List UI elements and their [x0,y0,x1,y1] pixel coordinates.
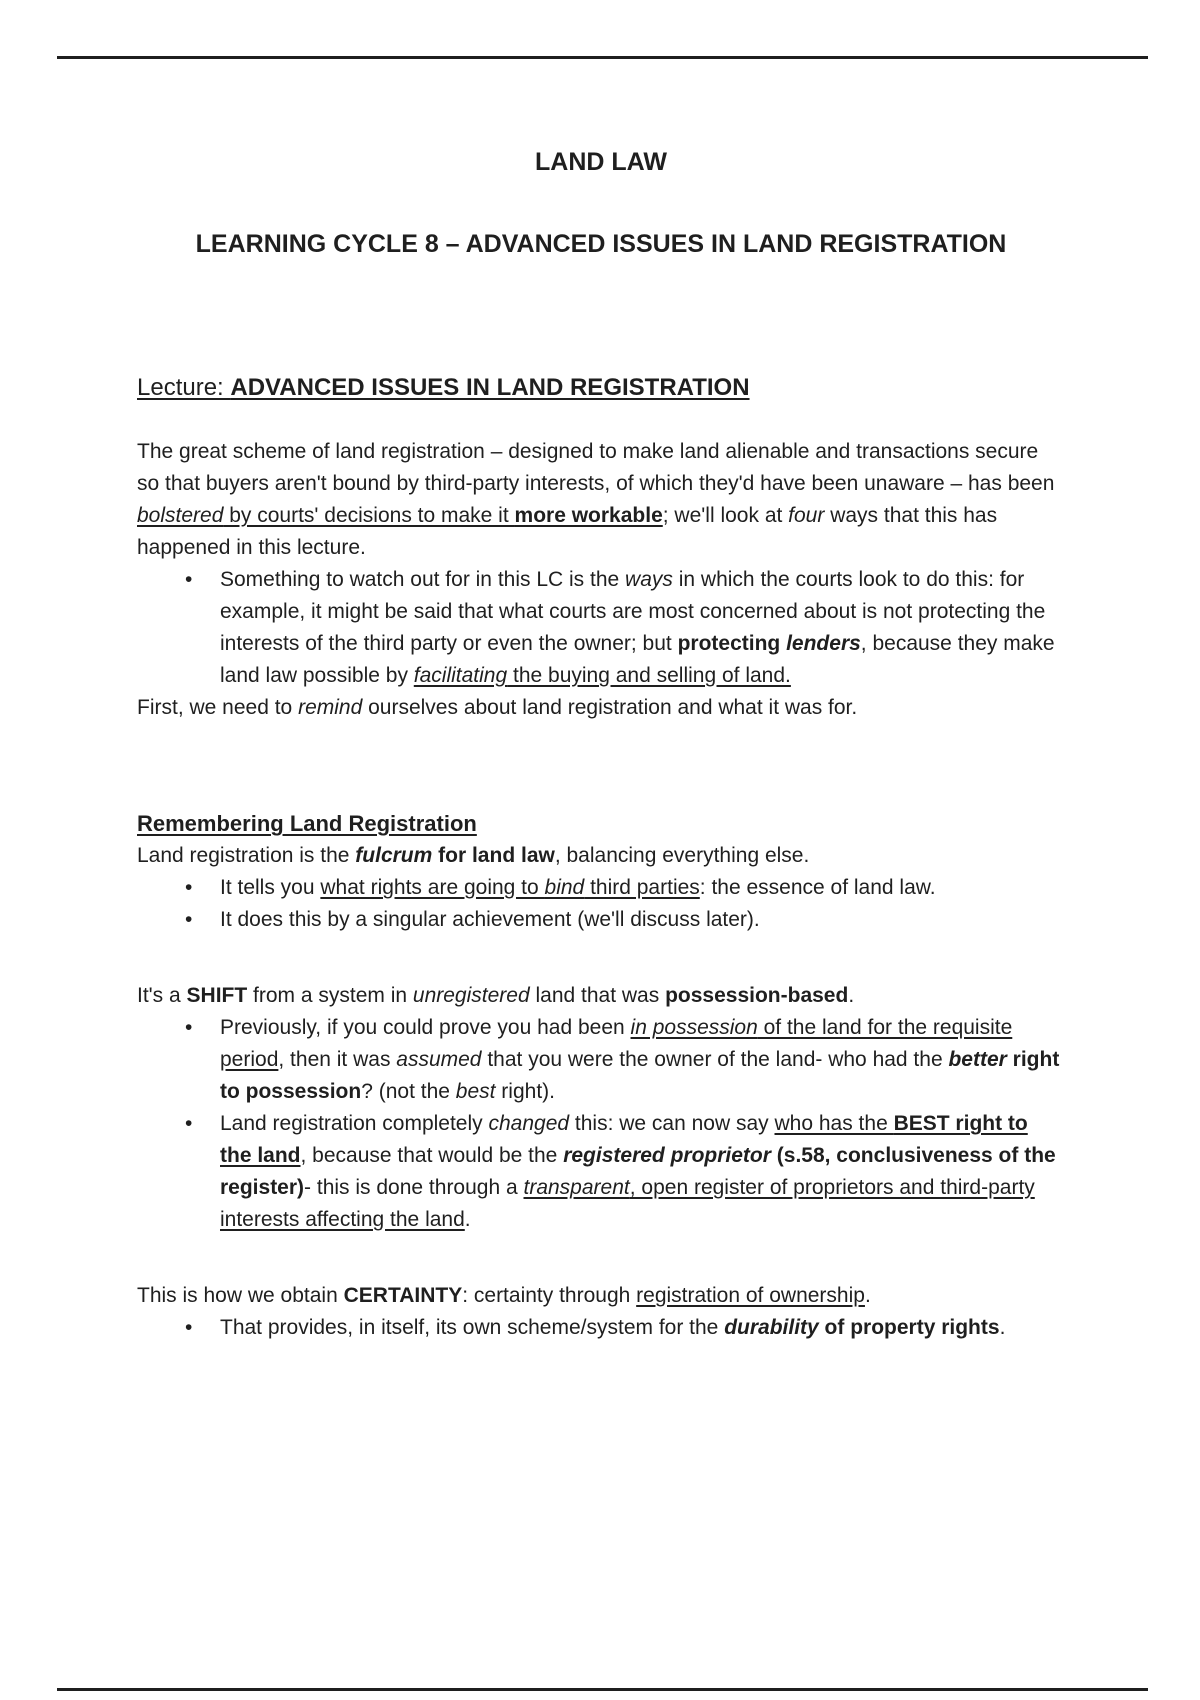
text-run: Land registration completely [220,1112,489,1135]
text-run: right to possession [220,1048,1060,1103]
text-run: changed [488,1112,570,1135]
bullet-item [137,904,1065,936]
paragraph [137,1280,1065,1312]
text-run: what rights are going to [320,876,545,899]
text-run: fulcrum [355,844,433,867]
bullet-text [220,1112,1056,1231]
text-run: Previously, if you could prove you had been [220,1016,631,1039]
bullet-text [220,568,1055,687]
text-run: ourselves about land registration and what it was for. [362,696,858,719]
text-run: ways that this has happened in this lecture. [137,504,998,559]
text-run: . [464,1208,471,1231]
text-run: this: we can now say [569,1112,775,1135]
bullet-text [220,908,760,931]
text-run: That provides, in itself, its own scheme/system for the [220,1316,725,1339]
bullet-marker: • [185,1112,193,1135]
paragraph [137,436,1065,564]
paragraph [137,840,1065,872]
text-run: third parties [584,876,700,899]
text-run: land that was [529,984,666,1007]
paragraph [137,980,1065,1012]
section-heading [137,808,1065,840]
text-run: It does this by a singular achievement (we'll discuss later). [220,908,760,931]
text-run: from a system in [247,984,413,1007]
text-run: : certainty through [462,1284,637,1307]
text-run: transparent [523,1176,630,1199]
text-run: SHIFT [186,984,248,1007]
text-run: assumed [396,1048,482,1071]
text-run: in which the courts look to do this: for example, it might be said that what courts are most concerned about is not protecting the interests of the third party or even the owner; but [220,568,1046,655]
text-run: CERTAINTY [343,1284,463,1307]
bullet-text [220,1316,1005,1339]
text-run: LEARNING CYCLE 8 – ADVANCED ISSUES IN LAND REGISTRATION [195,230,1007,258]
text-run: ways [625,568,673,591]
text-run: BEST right to the land [220,1112,1028,1167]
lecture-heading [137,372,1065,404]
text-run: , because that would be the [300,1144,564,1167]
text-run: registration of ownership [636,1284,865,1307]
bullet-marker: • [185,568,193,591]
text-run: . [864,1284,871,1307]
text-run: four [788,504,825,527]
text-run: right). [495,1080,555,1103]
text-run: , then it was [278,1048,397,1071]
text-run: LAND LAW [535,148,667,176]
text-run: , because they make land law possible by [220,632,1055,687]
text-run: It tells you [220,876,321,899]
text-run: . [848,984,855,1007]
text-run: facilitating [413,664,508,687]
text-run: remind [298,696,363,719]
text-run: best [455,1080,496,1103]
text-run: possession-based [665,984,849,1007]
paragraph [137,692,1065,724]
bullet-item [137,872,1065,904]
bullet-marker: • [185,876,193,899]
text-run: of property rights [818,1316,1000,1339]
text-run: durability [724,1316,819,1339]
text-run: bind [544,876,585,899]
bullet-item [137,1012,1065,1108]
text-run: First, we need to [137,696,299,719]
bullet-marker: • [185,1016,193,1039]
text-run: . [999,1316,1006,1339]
bullet-text [220,1016,1059,1103]
text-run: The great scheme of land registration – designed to make land alienable and transactions secure so that buyers aren't bound by third-party interests, of which they'd have been unaware – has been [137,440,1055,495]
bullet-marker: • [185,1316,193,1339]
text-run: bolstered [137,504,224,527]
text-run: : the essence of land law. [699,876,936,899]
text-run: unregistered [412,984,530,1007]
text-run: registered proprietor [563,1144,771,1167]
bullet-text [220,876,936,899]
text-run: of the land for the requisite period [220,1016,1013,1071]
document-content [137,0,1065,1344]
text-run: ADVANCED ISSUES IN LAND REGISTRATION [230,374,750,401]
text-run: more workable [514,504,663,527]
page-title [137,146,1065,178]
bullet-item [137,1312,1065,1344]
text-run: Land registration is the [137,844,356,867]
text-run: that you were the owner of the land- who had the [481,1048,949,1071]
text-run: , open register of proprietors and third-party interests affecting the land [220,1176,1035,1231]
bullet-marker: • [185,908,193,931]
text-run: - this is done through a [304,1176,524,1199]
text-run: ? (not the [361,1080,456,1103]
text-run: better [948,1048,1007,1071]
text-run: who has the [774,1112,894,1135]
text-run: Remembering Land Registration [137,811,477,836]
text-run: protecting [677,632,787,655]
text-run: (s.58, conclusiveness of the register) [220,1144,1056,1199]
text-run: ; we'll look at [662,504,789,527]
text-run: Something to watch out for in this LC is the [220,568,626,591]
text-run: Lecture: [137,374,231,401]
text-run: in possession [630,1016,758,1039]
text-run: , balancing everything else. [554,844,810,867]
bullet-item [137,564,1065,692]
text-run: lenders [786,632,861,655]
text-run: by courts' decisions to make it [223,504,515,527]
footer-rule [57,1688,1148,1691]
text-run: for land law [432,844,555,867]
text-run: It's a [137,984,187,1007]
bullet-item [137,1108,1065,1236]
page-subtitle [137,228,1065,260]
text-run: the buying and selling of land. [507,664,791,687]
blank-line [137,404,1065,436]
text-run: This is how we obtain [137,1284,344,1307]
